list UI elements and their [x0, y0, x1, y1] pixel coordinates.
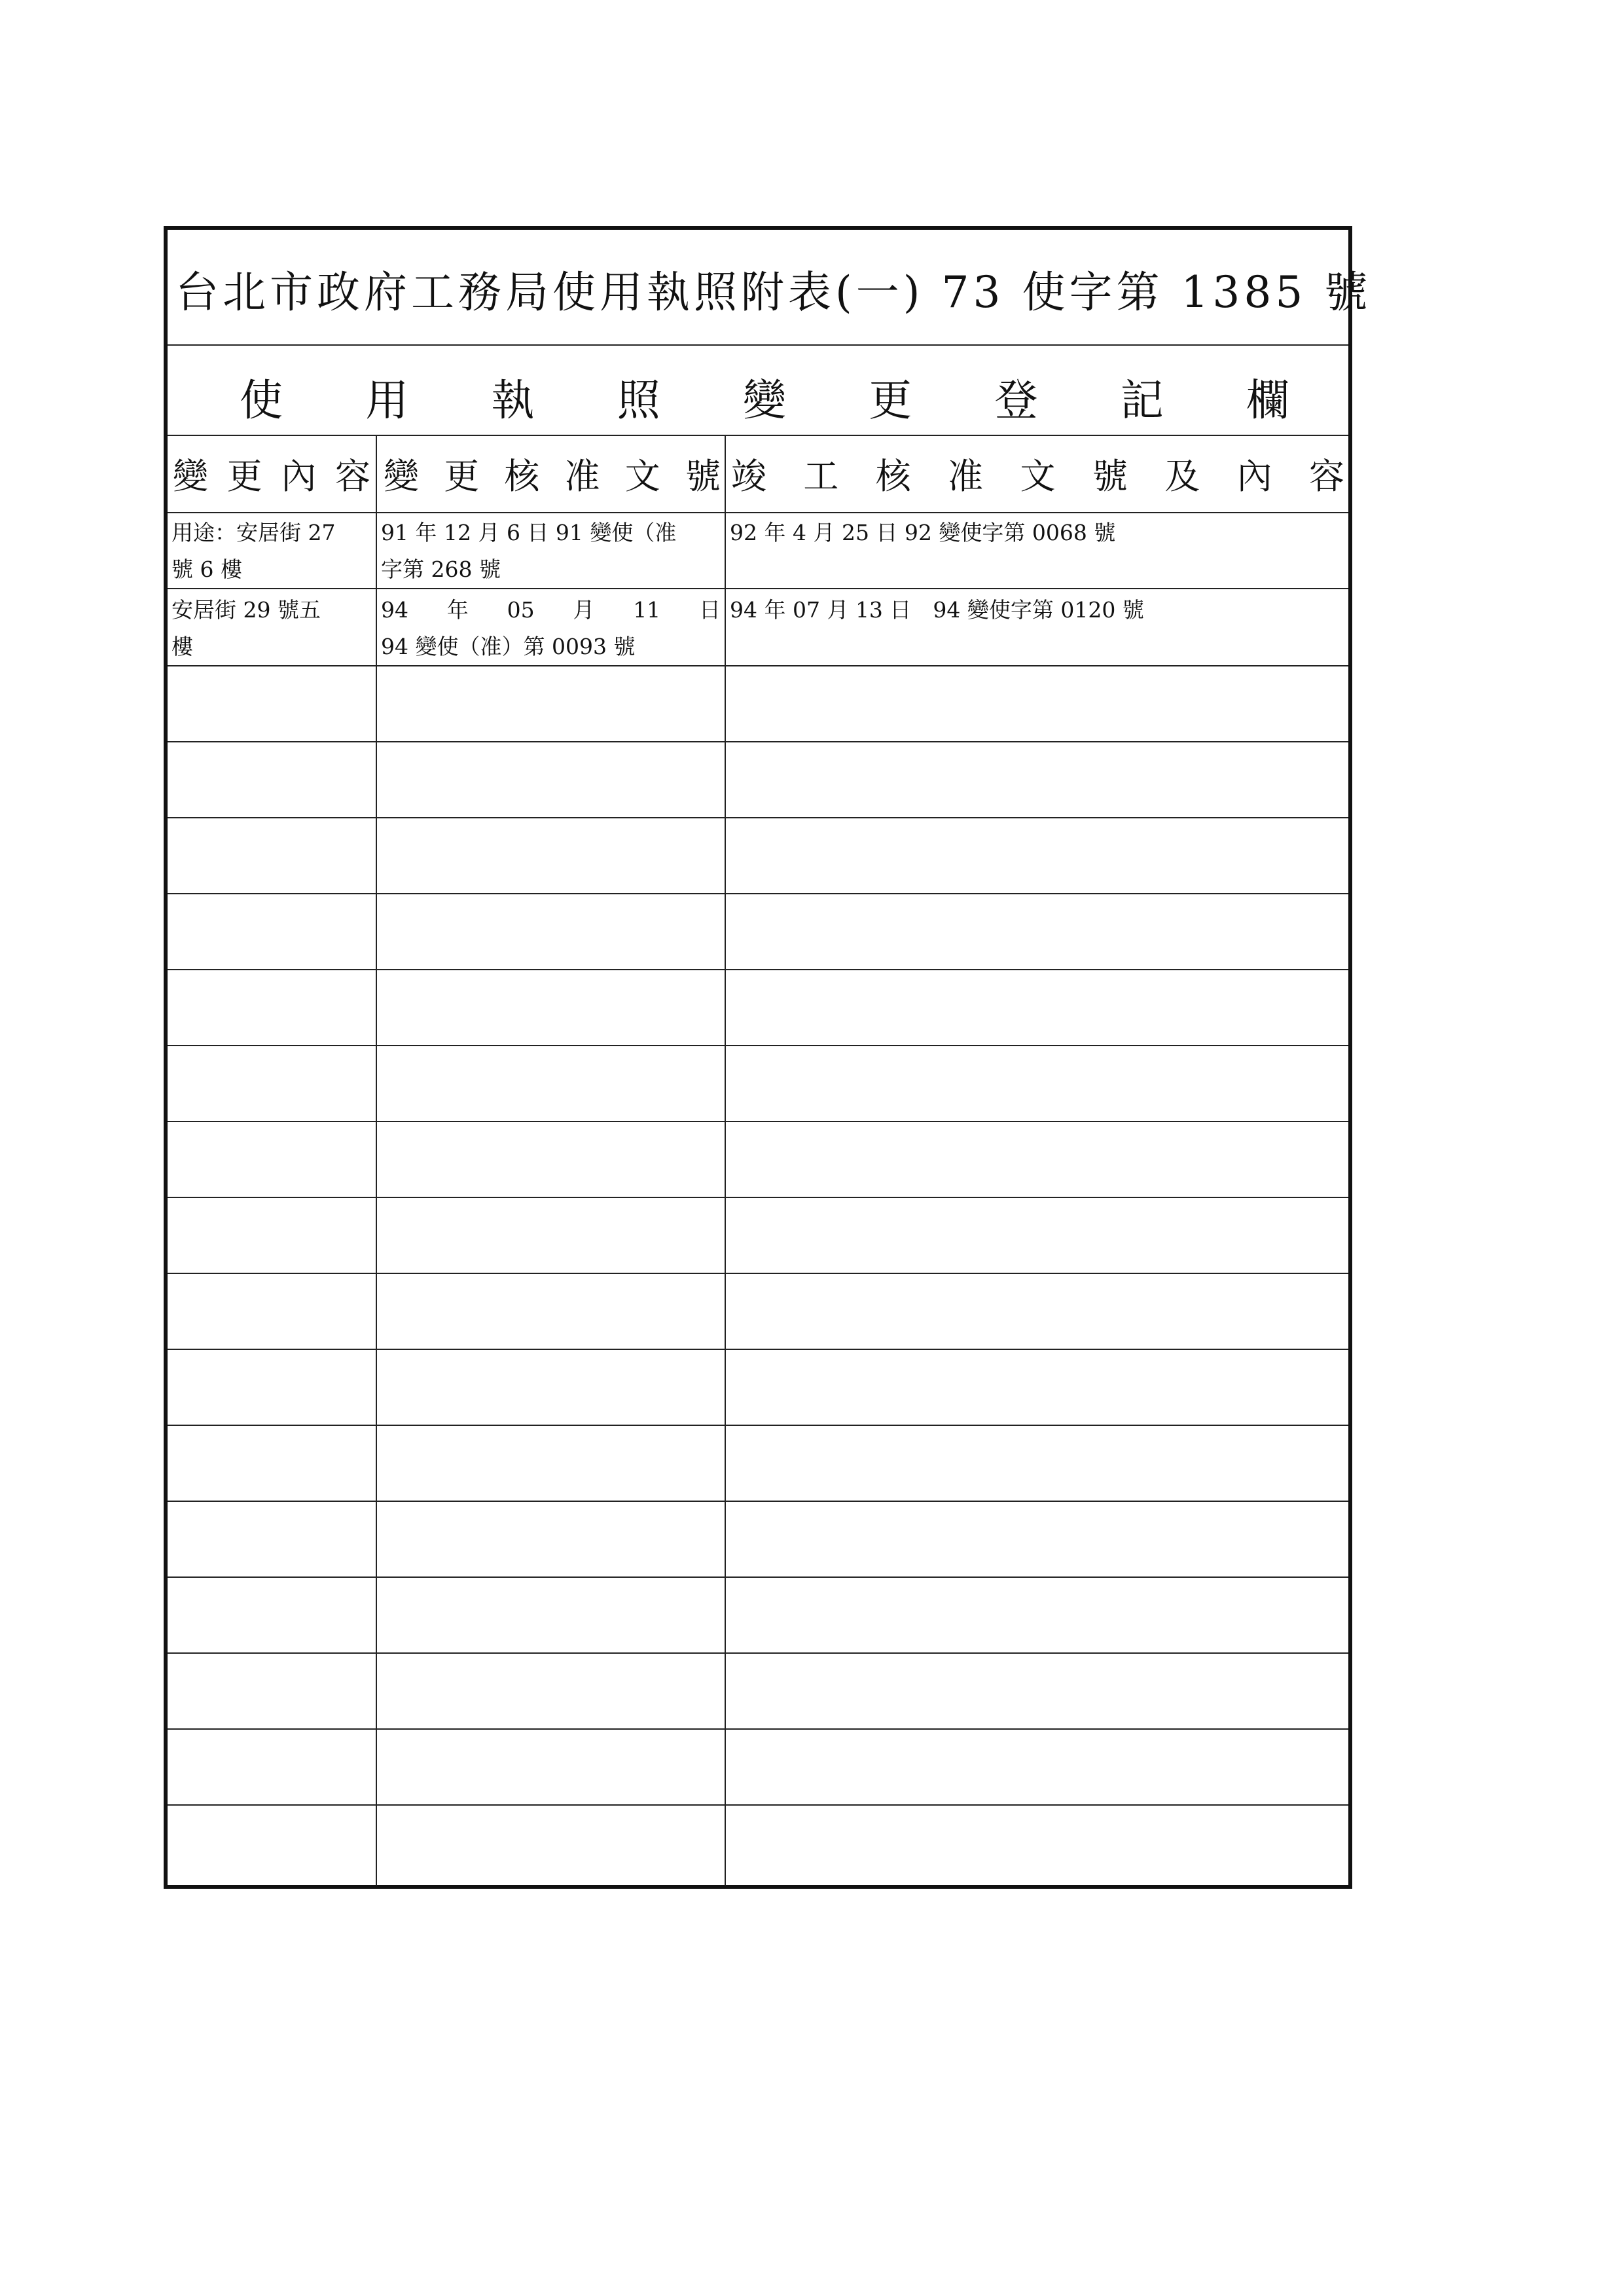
table-row — [168, 1274, 1348, 1350]
cell-change-approval-no — [377, 1806, 726, 1886]
cell-change-approval-no — [377, 589, 726, 665]
table-row — [168, 666, 1348, 742]
subtitle-char: 執 — [491, 375, 535, 426]
header-char: 內 — [1236, 455, 1272, 497]
cell-change-approval-no — [377, 1274, 726, 1349]
table-row — [168, 1578, 1348, 1654]
cell-completion-approval — [726, 970, 1348, 1045]
header-char: 內 — [281, 455, 317, 497]
date-part: 94 — [381, 597, 408, 623]
cell-change-content — [168, 970, 377, 1045]
cell-change-approval-no — [377, 1654, 726, 1728]
cell-change-content — [168, 1426, 377, 1501]
cell-change-content — [168, 1198, 377, 1273]
form-subtitle — [240, 365, 1289, 428]
cell-change-approval-no — [377, 512, 726, 588]
header-char: 文 — [624, 455, 660, 497]
table-row — [168, 1350, 1348, 1426]
subtitle-row — [168, 344, 1348, 436]
cell-completion-approval — [726, 1730, 1348, 1804]
column-header-change-content — [168, 435, 377, 512]
title-row — [168, 230, 1372, 346]
table-row — [168, 1502, 1348, 1578]
cell-change-content — [168, 1730, 377, 1804]
cell-change-content — [168, 1654, 377, 1728]
table-row — [168, 742, 1348, 818]
cell-line: 樓 — [171, 634, 193, 659]
header-char: 竣 — [731, 455, 766, 497]
cell-line: 94 年 07 月 13 日 94 變使字第 0120 號 — [730, 597, 1144, 623]
header-char: 准 — [564, 455, 600, 497]
header-char: 核 — [504, 455, 540, 497]
cell-change-content — [168, 818, 377, 893]
table-row — [168, 1426, 1348, 1502]
cell-change-content — [168, 666, 377, 741]
cell-change-approval-no — [377, 818, 726, 893]
table-row — [168, 1806, 1348, 1886]
cell-completion-approval — [726, 1806, 1348, 1886]
subtitle-char: 記 — [1120, 375, 1164, 426]
cell-change-approval-no — [377, 1502, 726, 1576]
date-part: 年 — [446, 597, 469, 623]
form-title: 台北市政府工務局使用執照附表(一) 73 使字第 1385 號 — [175, 267, 1372, 318]
subtitle-char: 使 — [240, 375, 283, 426]
header-char: 工 — [803, 455, 839, 497]
cell-change-approval-no — [377, 1730, 726, 1804]
cell-change-content — [168, 1806, 377, 1886]
subtitle-char: 更 — [869, 375, 912, 426]
cell-line: 91 年 12 月 6 日 91 變使（准 — [381, 520, 677, 545]
header-char: 及 — [1164, 455, 1200, 497]
cell-line: 用途：安居街 27 — [171, 520, 336, 545]
header-char: 准 — [948, 455, 984, 497]
cell-change-content — [168, 1274, 377, 1349]
header-char: 文 — [1020, 455, 1056, 497]
cell-line: 安居街 29 號五 — [171, 597, 321, 623]
cell-completion-approval — [726, 1046, 1348, 1121]
subtitle-char: 登 — [994, 375, 1038, 426]
approval-date-line — [381, 592, 721, 629]
table-row — [168, 1730, 1348, 1806]
cell-completion-approval — [726, 1198, 1348, 1273]
cell-change-content — [168, 512, 377, 588]
cell-change-approval-no — [377, 742, 726, 817]
table-row — [168, 894, 1348, 970]
cell-completion-approval — [726, 1578, 1348, 1652]
header-char: 變 — [173, 455, 208, 497]
cell-change-approval-no — [377, 1426, 726, 1501]
subtitle-char: 欄 — [1246, 375, 1289, 426]
cell-change-content — [168, 1350, 377, 1425]
cell-change-content — [168, 589, 377, 665]
cell-completion-approval — [726, 589, 1348, 665]
date-part: 05 — [507, 597, 535, 623]
subtitle-char: 用 — [365, 375, 409, 426]
table-header — [168, 435, 1348, 513]
header-char: 更 — [226, 455, 262, 497]
cell-change-content — [168, 1046, 377, 1121]
header-char: 核 — [875, 455, 911, 497]
date-part: 月 — [573, 597, 595, 623]
header-char: 容 — [334, 455, 370, 497]
usage-license-change-form — [164, 226, 1372, 1889]
cell-change-approval-no — [377, 970, 726, 1045]
table-row — [168, 1198, 1348, 1274]
header-char: 號 — [1092, 455, 1128, 497]
date-part: 11 — [633, 597, 661, 623]
cell-change-approval-no — [377, 666, 726, 741]
cell-change-approval-no — [377, 1198, 726, 1273]
cell-change-content — [168, 1122, 377, 1197]
cell-completion-approval — [726, 818, 1348, 893]
cell-completion-approval — [726, 666, 1348, 741]
table-row — [168, 589, 1348, 666]
cell-completion-approval — [726, 1274, 1348, 1349]
cell-completion-approval — [726, 1350, 1348, 1425]
table-row — [168, 1122, 1348, 1198]
cell-change-content — [168, 1502, 377, 1576]
cell-line: 92 年 4 月 25 日 92 變使字第 0068 號 — [730, 520, 1116, 545]
cell-completion-approval — [726, 1654, 1348, 1728]
cell-completion-approval — [726, 1502, 1348, 1576]
header-char: 號 — [685, 455, 721, 497]
header-char: 容 — [1309, 455, 1344, 497]
cell-change-approval-no — [377, 1122, 726, 1197]
cell-completion-approval — [726, 1122, 1348, 1197]
cell-completion-approval — [726, 512, 1348, 588]
table-row — [168, 970, 1348, 1046]
cell-change-approval-no — [377, 1350, 726, 1425]
subtitle-char: 變 — [743, 375, 786, 426]
cell-change-approval-no — [377, 894, 726, 969]
cell-change-content — [168, 894, 377, 969]
cell-line: 字第 268 號 — [381, 556, 501, 582]
date-part: 日 — [698, 597, 721, 623]
table-row — [168, 512, 1348, 589]
table-row — [168, 1654, 1348, 1730]
cell-completion-approval — [726, 894, 1348, 969]
cell-change-approval-no — [377, 1046, 726, 1121]
column-header-completion-approval — [726, 435, 1348, 512]
column-header-change-approval-no — [377, 435, 726, 512]
table-body — [168, 512, 1348, 1885]
header-char: 變 — [384, 455, 419, 497]
cell-change-content — [168, 742, 377, 817]
table-row — [168, 1046, 1348, 1122]
header-char: 更 — [444, 455, 480, 497]
cell-change-content — [168, 1578, 377, 1652]
cell-line: 號 6 樓 — [171, 556, 242, 582]
cell-line: 94 變使（准）第 0093 號 — [381, 634, 636, 659]
subtitle-char: 照 — [617, 375, 660, 426]
cell-change-approval-no — [377, 1578, 726, 1652]
table-row — [168, 818, 1348, 894]
cell-completion-approval — [726, 742, 1348, 817]
cell-completion-approval — [726, 1426, 1348, 1501]
